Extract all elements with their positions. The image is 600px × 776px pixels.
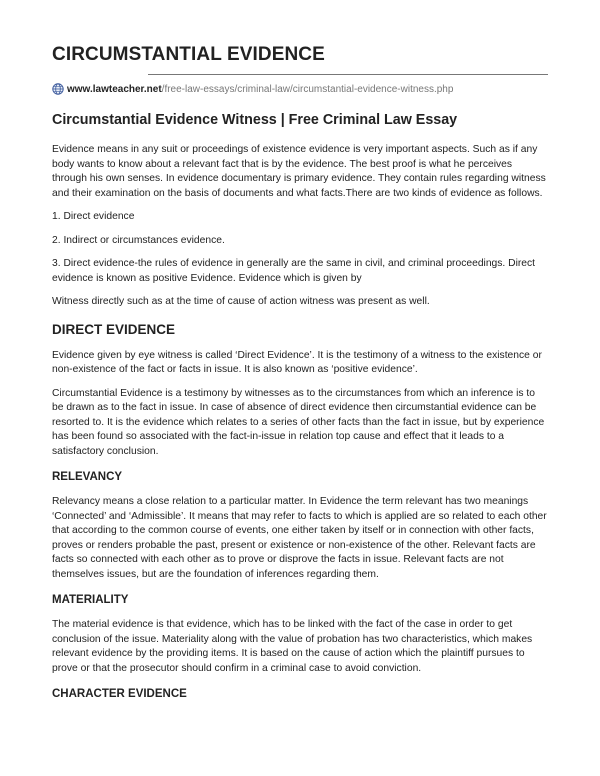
essay-title: Circumstantial Evidence Witness | Free Criminal Law Essay — [52, 112, 458, 128]
section-heading-materiality: MATERIALITY — [52, 594, 129, 606]
intro-paragraph: Evidence means in any suit or proceedings of existence evidence is very important aspects. Such as if any body wants to know about a relevant fact that is by the evidence. The best proof is what he perceives through his own senses. In evidence documentary is primary evidence. They contain rules regarding witness and their examination on the basis of documents and what facts.There are two kinds of evidence as follows. — [52, 144, 546, 199]
title-divider — [148, 74, 548, 75]
source-domain[interactable]: www.lawteacher.net — [67, 83, 162, 95]
list-item: 2. Indirect or circumstances evidence. — [52, 234, 225, 246]
source-path[interactable]: /free-law-essays/criminal-law/circumstantial-evidence-witness.php — [161, 83, 454, 95]
intro-paragraph: Witness directly such as at the time of cause of action witness was present as well. — [52, 296, 430, 307]
body-paragraph: The material evidence is that evidence, which has to be linked with the fact of the case in order to get conclusion of the issue. Materiality along with the value of probation has two characteristics, which makes relevant evidence by the providing items. It is based on the cause of action which the plaintiff pursues to prove or that the prosecutor should confirm in a criminal case to avoid conviction. — [52, 619, 533, 674]
section-heading-direct-evidence: DIRECT EVIDENCE — [52, 321, 176, 337]
list-item: 1. Direct evidence — [52, 211, 135, 222]
essay-body — [52, 112, 548, 712]
body-paragraph: Evidence given by eye witness is called ‘Direct Evidence’. It is the testimony of a witness to the existence or non-existence of the fact or facts in issue. It is also known as ‘positive evidence’. — [52, 349, 542, 375]
globe-icon — [52, 83, 64, 95]
list-item: 3. Direct evidence-the rules of evidence in generally are the same in civil, and criminal proceedings. Direct evidence is known as positive Evidence. Evidence which is given by — [52, 258, 536, 284]
body-paragraph: Circumstantial Evidence is a testimony by witnesses as to the circumstances from which an inference is to be drawn as to the fact in issue. In case of absence of direct evidence then circumstantial evidence can be resorted to. It is the evidence which relates to a series of other facts than the fact in issue, but by experience has been found so associated with the fact-in-issue in relation top cause and effect that it leads to a satisfactory conclusion. — [52, 387, 545, 457]
section-heading-character-evidence: CHARACTER EVIDENCE — [52, 688, 187, 700]
body-paragraph: Relevancy means a close relation to a particular matter. In Evidence the term relevant has two meanings ‘Connected’ and ‘Admissible’. It means that may refer to facts to which is applied are so related to each other that according to the common course of events, one either taken by itself or in connection with other facts, proves or renders probable the past, present or existence or non-existence of the other. Relevant facts are facts so connected with each other as to prove or disprove the facts in issue. Relevant facts are not themselves issues, but are the foundation of inferences regarding them. — [52, 496, 547, 580]
source-url[interactable] — [52, 83, 453, 95]
document-title: CIRCUMSTANTIAL EVIDENCE — [52, 44, 325, 65]
section-heading-relevancy: RELEVANCY — [52, 471, 123, 483]
